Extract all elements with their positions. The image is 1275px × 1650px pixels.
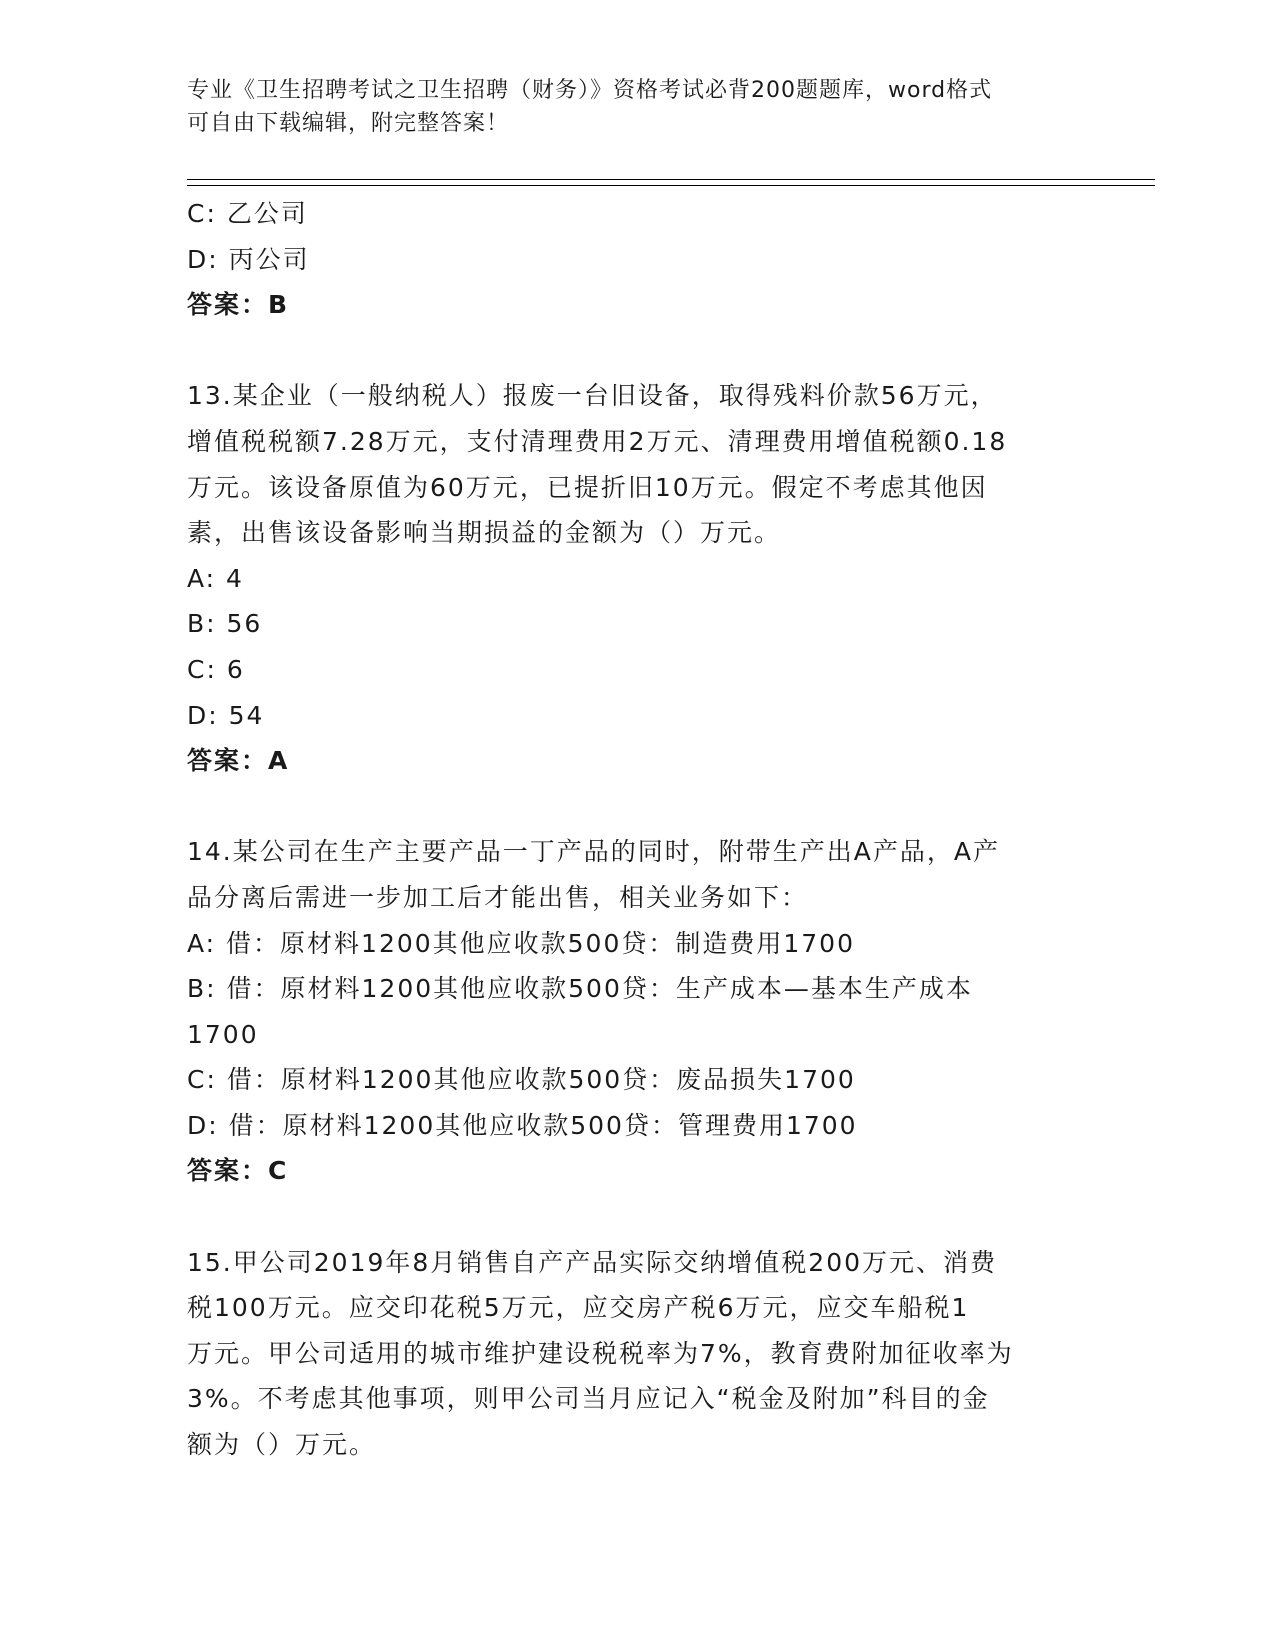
option-d: D: 54	[187, 700, 265, 730]
option-d: D: 丙公司	[187, 244, 310, 274]
question-stem-line: 14.某公司在生产主要产品一丁产品的同时，附带生产出A产品，A产	[187, 837, 1000, 867]
question-stem-line: 额为（）万元。	[187, 1430, 377, 1460]
question-stem-line: 万元。甲公司适用的城市维护建设税税率为7%，教育费附加征收率为	[187, 1338, 1014, 1368]
answer: 答案：C	[187, 1156, 289, 1186]
option-a: A: 借：原材料1200其他应收款500贷：制造费用1700	[187, 928, 855, 958]
question-12-tail	[187, 191, 1087, 328]
question-stem-line: 税100万元。应交印花税5万元，应交房产税6万元，应交车船税1	[187, 1293, 970, 1323]
question-15	[187, 1240, 1087, 1468]
option-c: C: 借：原材料1200其他应收款500贷：废品损失1700	[187, 1065, 856, 1095]
header-divider-top	[187, 179, 1155, 180]
question-stem-line: 品分离后需进一步加工后才能出售，相关业务如下：	[187, 882, 809, 912]
header-line: 可自由下载编辑，附完整答案！	[187, 111, 510, 136]
option-b: B: 借：原材料1200其他应收款500贷：生产成本—基本生产成本	[187, 974, 973, 1004]
question-14	[187, 829, 1087, 1194]
question-stem-line: 增值税税额7.28万元，支付清理费用2万元、清理费用增值税额0.18	[187, 426, 1008, 456]
option-c: C: 乙公司	[187, 199, 308, 228]
page-header	[187, 74, 1087, 140]
question-stem-line: 15.甲公司2019年8月销售自产产品实际交纳增值税200万元、消费	[187, 1247, 998, 1277]
header-line: 专业《卫生招聘考试之卫生招聘（财务）》资格考试必背200题题库，word格式	[187, 78, 993, 103]
header-divider-bottom	[187, 185, 1155, 186]
question-stem-line: 素，出售该设备影响当期损益的金额为（）万元。	[187, 518, 782, 548]
option-c: C: 6	[187, 654, 245, 684]
option-b-continued: 1700	[187, 1019, 259, 1049]
question-stem-line: 13.某企业（一般纳税人）报废一台旧设备，取得残料价款56万元，	[187, 381, 998, 411]
question-stem-line: 万元。该设备原值为60万元，已提折旧10万元。假定不考虑其他因	[187, 472, 988, 502]
answer: 答案：B	[187, 290, 290, 320]
option-d: D: 借：原材料1200其他应收款500贷：管理费用1700	[187, 1110, 858, 1140]
question-13	[187, 373, 1087, 783]
document-body	[187, 191, 1087, 1468]
option-b: B: 56	[187, 609, 263, 639]
option-a: A: 4	[187, 563, 244, 593]
question-stem-line: 3%。不考虑其他事项，则甲公司当月应记入“税金及附加”科目的金	[187, 1384, 990, 1414]
answer: 答案：A	[187, 746, 290, 776]
